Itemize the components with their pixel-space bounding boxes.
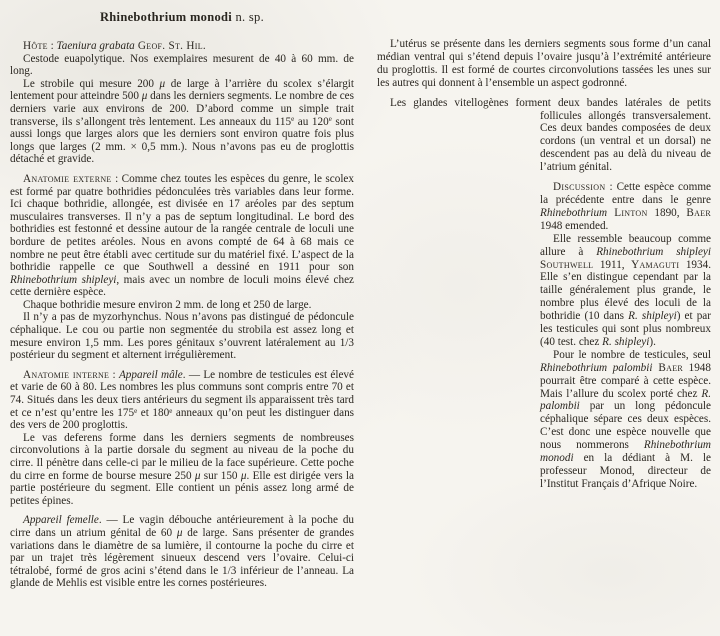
new-species-abbreviation: n. sp. (232, 10, 265, 24)
text-run: 1934. Elle s’en distingue cependant par la taille généralement plus grande, le nombre plus élevé des loculi de la bothridie (10 dans (540, 258, 711, 323)
text-run: μ (141, 90, 148, 103)
text-run: Rhinebothrium shipleyi (10, 273, 117, 286)
text-run: . — Le nombre de testicules est élevé et varie de 60 à 80. Les nombres les plus communs sont compris entre 70 et 74. Situés dans les deux tiers antérieurs du segment ils apparaissent très tard et ce n’est qu’entre les 175 (10, 368, 354, 419)
text-run: L’utérus se présente dans les derniers segments sous forme d’un canal médian ventral qui s’étend depuis l’ovaire jusqu’à l’extrémité antérieure du proglottis. Il est formé de courtes circonvolutions tassées les unes sur les autres qui donnent à l’ensemble un aspect godronné. (377, 38, 711, 89)
cestode-intro (10, 53, 354, 78)
text-run: Geof. St. Hil. (134, 40, 206, 52)
text-run: Anatomie interne (23, 368, 110, 381)
text-run: : Cette espèce comme la précédente entre dans le genre (540, 181, 711, 206)
text-run: : (109, 368, 119, 381)
text-run: : Comme chez toutes les espèces du genre, le scolex est formé par quatre bothridies pédonculées très variables dans leur forme. Ici chaque bothridie, allongée, est divisée en 17 aréoles par des septum musculaires transverses. Il n’y a pas de septum longitudinal. Le bord des bothridies est festonné et dessine autour de la rangée centrale de loculi une bordure de petites aréoles. Nous en avons compté de 64 à 68 mais ce nombre ne peut être établi avec certitude sur du matériel fixé. L’aspect de la bothridie rappelle ce que Southwell a dessiné en 1911 pour son (10, 172, 354, 274)
text-run: . — Le vagin débouche antérieurement à la poche du cirre dans un atrium génital de 60 (10, 514, 355, 539)
text-run: sont aussi longs que larges alors que les derniers sont environ quatre fois plus longs que larges (2 mm. × 0,5 mm.). Nous n’avons pas eu de proglottis détaché et gravide. (10, 115, 355, 166)
text-run: Cestode euapolytique. Nos exemplaires mesurent de 40 à 60 mm. de long. (10, 52, 354, 78)
text-run: e (328, 115, 332, 124)
text-run: en la dédiant à M. le professeur Monod, directeur de l’Institut Français d’Afrique Noire. (540, 452, 711, 490)
host-line (10, 40, 354, 53)
text-run: μ (159, 77, 166, 90)
text-run: par un long pédoncule céphalique sépare ces deux espèces. C’est donc une espèce nouvelle que nous nommerons (540, 400, 711, 452)
text-run: Yamaguti (631, 258, 680, 271)
neck-and-pores (10, 311, 354, 361)
text-run: Appareil mâle (118, 368, 183, 381)
text-run: μ (194, 469, 201, 482)
text-run: sur 150 (200, 469, 241, 482)
anatomie-externe-section (10, 173, 354, 299)
text-run: Baer (652, 361, 684, 374)
vitellogen-glands-paragraph (377, 97, 711, 174)
text-run: Elle ressemble beaucoup comme allure à (540, 232, 711, 258)
strobila-description (10, 78, 354, 166)
text-run: 1890, (647, 206, 687, 219)
text-run: Hôte (23, 40, 48, 52)
text-run: : (47, 40, 57, 52)
text-run: Linton (607, 206, 648, 219)
text-run: Rhinebothrium (540, 206, 608, 219)
text-run: Southwell (540, 258, 594, 271)
left-text-column (10, 40, 354, 630)
bothridie-size-note (10, 299, 354, 312)
text-run: dans les derniers segments. Le nombre de ces derniers varie aux environs de 200. D’abord comme un simple trait transverse, ils s’allongent très lentement. Les anneaux du 115 (10, 90, 354, 128)
text-run: Anatomie externe (23, 172, 112, 185)
text-run: Rhinebothrium monodi (540, 439, 711, 465)
text-run: Discussion (553, 181, 606, 194)
text-run: Les glandes vitellogènes forment deux bandes latérales de petits (390, 96, 711, 109)
text-run: R. shipleyi (628, 310, 677, 323)
text-run: R. palombii (540, 387, 711, 413)
text-run: . Elle est dirigée vers la partie postérieure du segment. Elle contient un pénis assez long armé de petites épines. (10, 469, 354, 507)
text-run: e (169, 406, 173, 415)
text-run: Pour le nombre de testicules, seul (553, 348, 711, 361)
species-title-name: Rhinebothrium monodi (99, 10, 233, 24)
text-run: Appareil femelle (23, 514, 99, 527)
text-run: anneaux qu’on peut les distinguer dans des vers de 200 proglottis. (10, 406, 355, 432)
text-run: follicules allongés transversalement. Ces deux bandes composées de deux cordons (un ventral et un dorsal) ne descendent pas au delà du niveau de l’atrium génital. (540, 109, 711, 174)
text-run: de large. Sans présenter de grandes variations dans le diamètre de sa lumière, il contourne la poche du cirre et par un trajet très légèrement sinueux descend vers l’ovaire. Celui-ci tétralobé, formé de gros acini s’étend dans le 1/3 inférieur de l’anneau. La glande de Mehlis est visible entre les cornes postérieures. (10, 526, 355, 590)
text-run: de large à l’arrière du scolex s’élargit lentement pour atteindre 500 (10, 77, 354, 103)
text-run: Chaque bothridie mesure environ 2 mm. de long et 250 de large. (23, 298, 312, 311)
text-run: μ (176, 526, 183, 539)
text-run: Rhinebothrium shipleyi (596, 245, 711, 258)
text-run: et 180 (137, 406, 170, 419)
text-run: ) et par les testicules qui sont plus nombreux (40 test. chez (540, 310, 711, 348)
text-run: Taeniura grabata (56, 40, 135, 52)
text-run: 1948 pourrait être comparé à cette espèce. Mais l’allure du scolex porté chez (540, 361, 711, 400)
text-run: au 120 (294, 115, 329, 128)
text-run: e (134, 406, 138, 415)
text-run: R. shipleyi (602, 335, 650, 348)
anatomie-interne-male-section (10, 369, 354, 432)
figure-whitespace (377, 110, 540, 538)
text-run: 1911, (593, 258, 632, 271)
text-run: , mais avec un nombre de loculi moins élevé chez cette dernière espèce. (10, 273, 354, 299)
uterus-paragraph (377, 38, 711, 90)
text-run: ). (649, 335, 656, 348)
text-run: Le strobile qui mesure 200 (23, 77, 160, 90)
text-run: Baer (686, 206, 711, 219)
text-run: Il n’y a pas de myzorhynchus. Nous n’avons pas distingué de pédoncule céphalique. Le cou ou partie non segmentée du strobila est assez long et mesure environ 1,5 mm. Les pores génitaux s’ouvrent latéralement au 1/3 postérieur du segment et alternent irrégulièrement. (10, 311, 354, 362)
text-run: Rhinebothrium palombii (540, 361, 653, 374)
text-run: μ (240, 469, 247, 482)
text-run: e (291, 115, 295, 124)
vas-deferens-paragraph (10, 432, 354, 508)
appareil-femelle-section (10, 514, 354, 590)
text-run: 1948 emended. (540, 219, 609, 232)
text-run: Le vas deferens forme dans les derniers segments de nombreuses circonvolutions à la partie dorsale du segment au niveau de la poche du cirre. Il pénètre dans celle-ci par le milieu de la face supérieure. Cette poche du cirre en forme de bourse mesure 250 (10, 431, 354, 482)
right-text-column (377, 38, 711, 630)
article-title (10, 10, 354, 24)
